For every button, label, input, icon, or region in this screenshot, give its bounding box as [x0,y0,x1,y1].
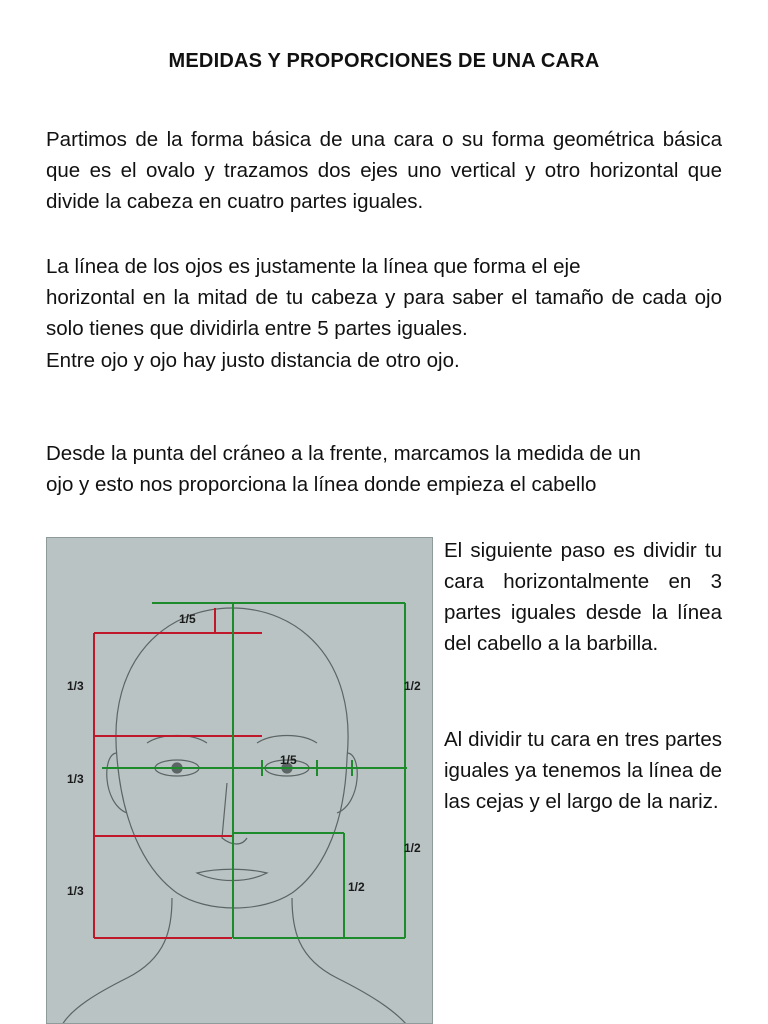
paragraph-brows-nose: Al dividir tu cara en tres partes iguales ya tenemos la línea de las cejas y el largo de la nariz. [444,728,722,813]
paragraph-intro: Partimos de la forma básica de una cara o su forma geométrica básica que es el ovalo y trazamos dos ejes uno vertical y otro horizontal que divide la cabeza en cuatro partes iguales. [46,128,722,213]
label-third-middle: 1/3 [67,772,84,786]
paragraph-hairline-cont: ojo y esto nos proporciona la línea donde empieza el cabello [46,473,597,496]
face-proportion-diagram [47,538,433,1024]
label-third-upper: 1/3 [67,679,84,693]
label-half-nose: 1/2 [348,880,365,894]
label-half-lower: 1/2 [404,841,421,855]
paragraph-eye-distance: Entre ojo y ojo hay justo distancia de otro ojo. [46,349,460,372]
paragraph-thirds: El siguiente paso es dividir tu cara horizontalmente en 3 partes iguales desde la línea del cabello a la barbilla. [444,539,722,655]
head-sketch [62,608,407,1024]
label-one-fifth-eye: 1/5 [280,753,297,767]
paragraph-eyes-detail: horizontal en la mitad de tu cabeza y para saber el tamaño de cada ojo solo tienes que dividirla entre 5 partes iguales. [46,286,722,340]
page-title: MEDIDAS Y PROPORCIONES DE UNA CARA [168,50,600,72]
label-one-fifth-top: 1/5 [179,612,196,626]
paragraph-hairline: Desde la punta del cráneo a la frente, marcamos la medida de un [46,442,641,465]
face-proportion-sketch [46,537,433,1024]
label-third-lower: 1/3 [67,884,84,898]
paragraph-eyes-line: La línea de los ojos es justamente la línea que forma el eje [46,255,581,278]
label-half-upper: 1/2 [404,679,421,693]
